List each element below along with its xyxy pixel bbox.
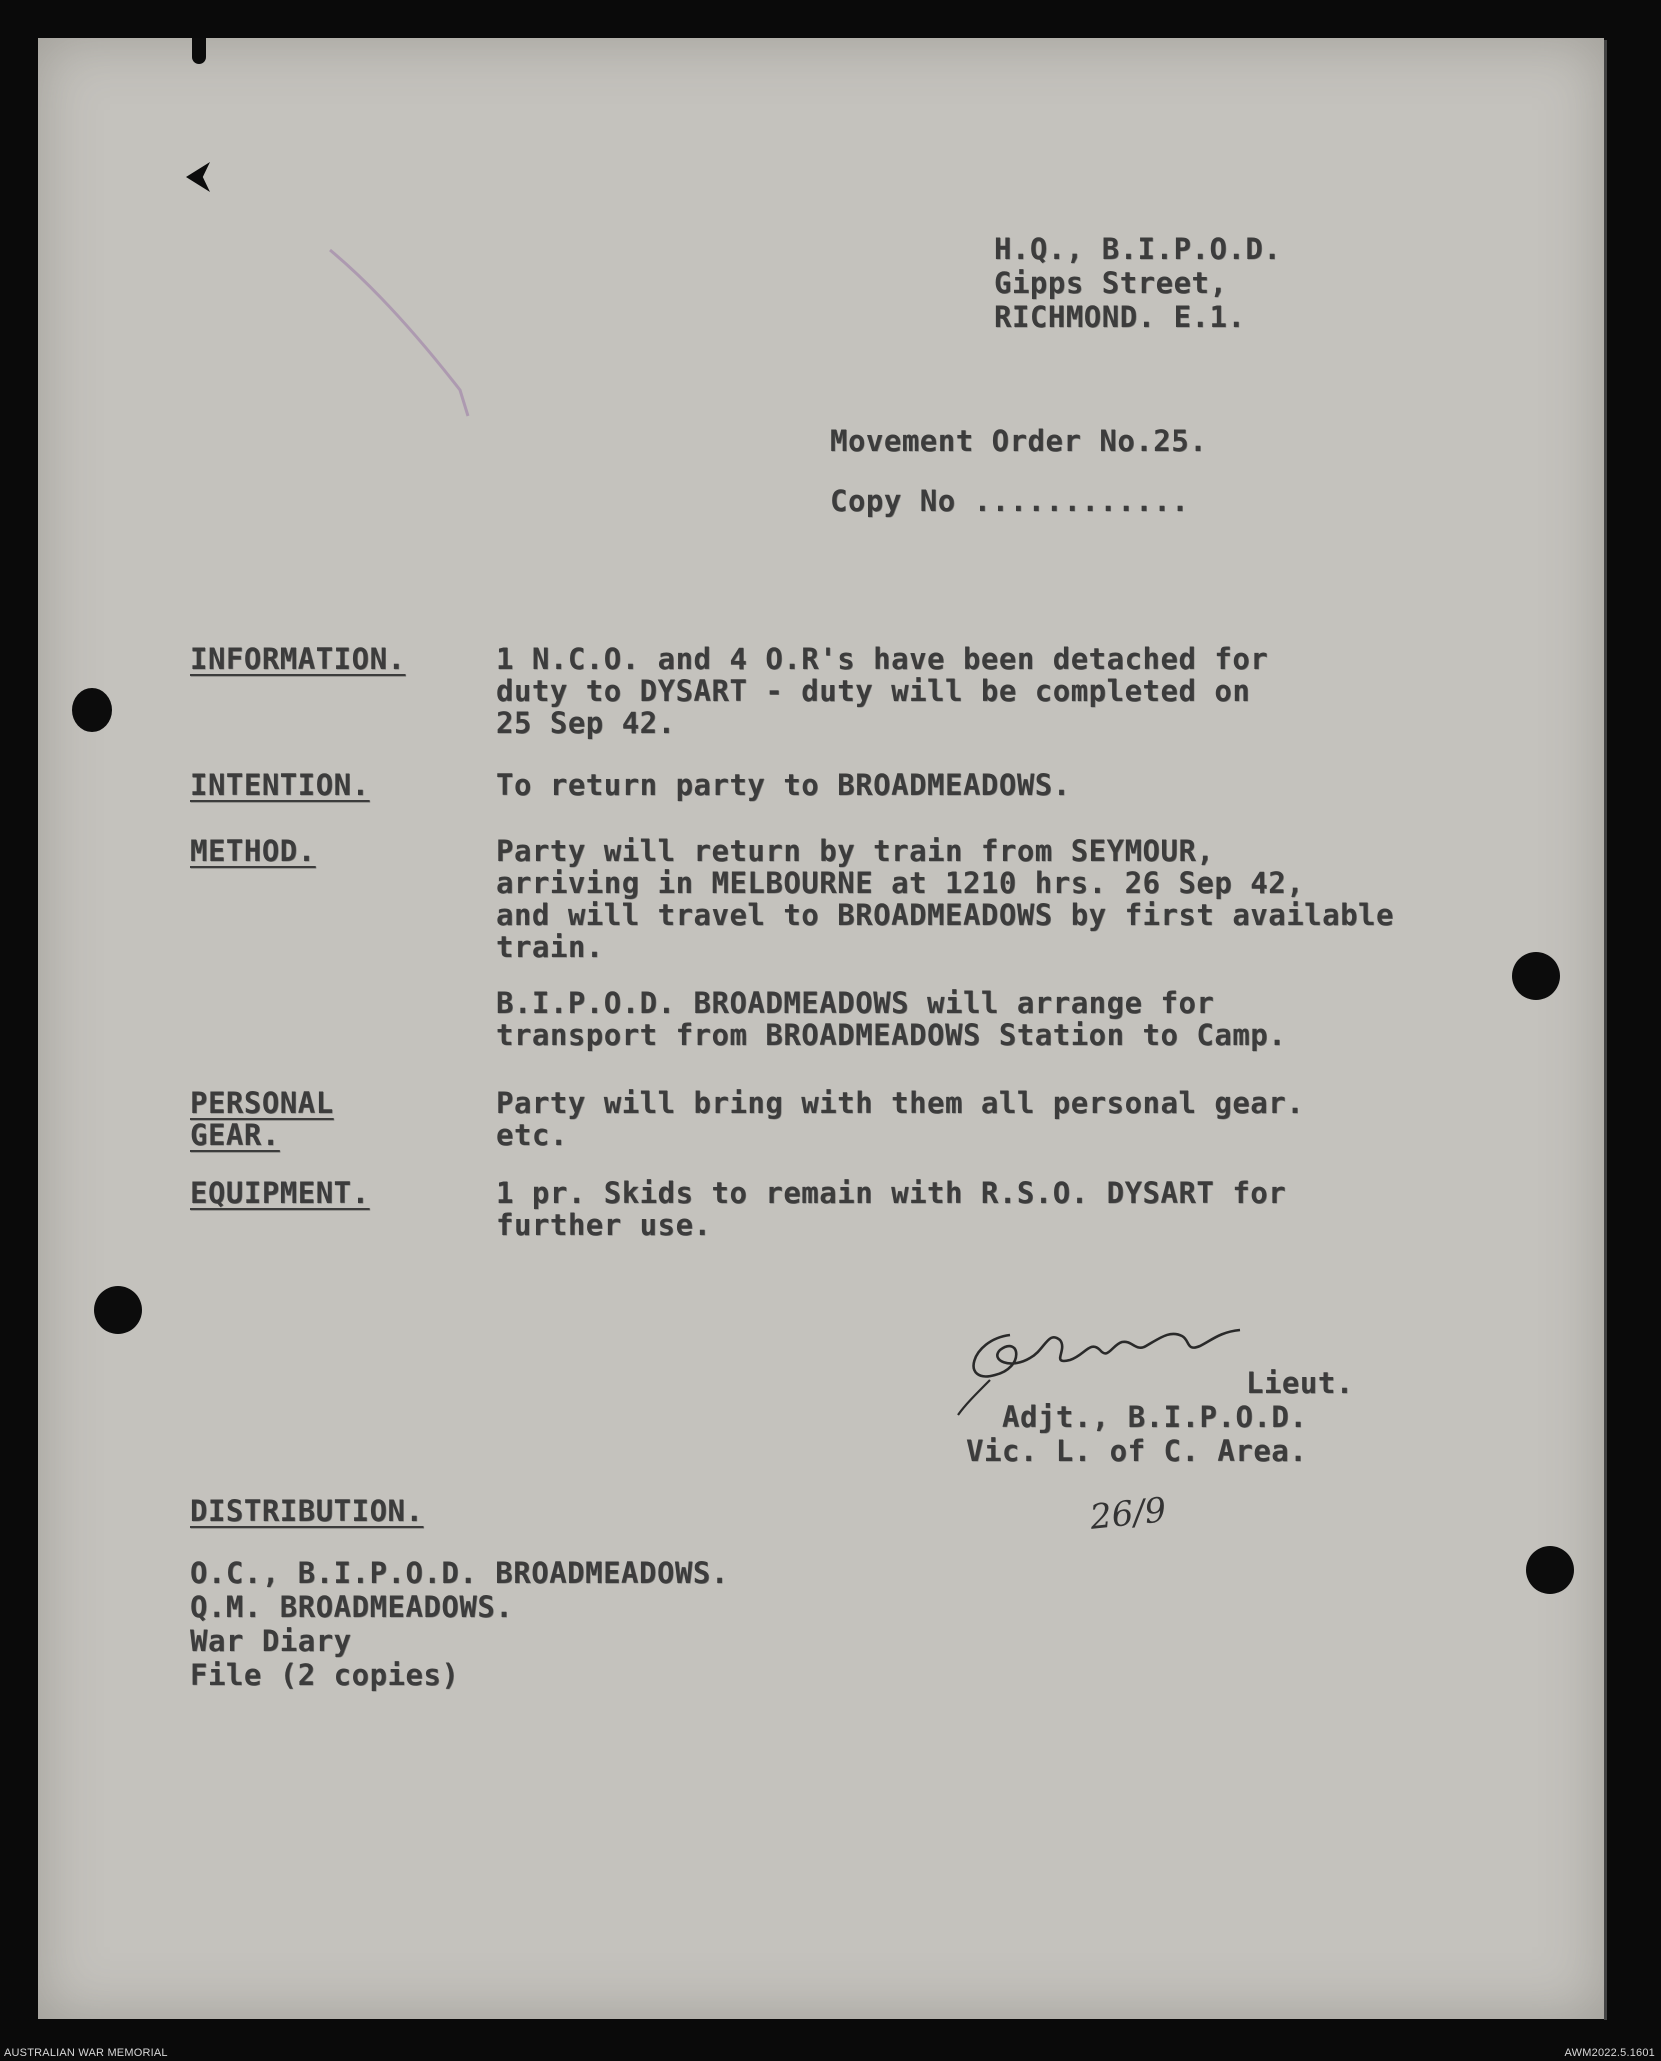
distribution-item: Q.M. BROADMEADOWS. xyxy=(190,1590,514,1624)
section-body-line: etc. xyxy=(496,1118,568,1152)
section-body-line: and will travel to BROADMEADOWS by first available xyxy=(496,898,1394,932)
address-line: H.Q., B.I.P.O.D. xyxy=(994,232,1282,266)
section-heading-equipment: EQUIPMENT. xyxy=(190,1176,370,1210)
distribution-item: O.C., B.I.P.O.D. BROADMEADOWS. xyxy=(190,1556,729,1590)
section-body-line: B.I.P.O.D. BROADMEADOWS will arrange for xyxy=(496,986,1215,1020)
punch-hole xyxy=(72,688,112,732)
order-title: Movement Order No.25. xyxy=(830,424,1208,458)
footer-accession-number: AWM2022.5.1601 xyxy=(1564,2047,1655,2059)
section-heading-intention: INTENTION. xyxy=(190,768,370,802)
section-body-line: train. xyxy=(496,930,604,964)
footer-source: AUSTRALIAN WAR MEMORIAL xyxy=(4,2047,168,2059)
section-body-line: To return party to BROADMEADOWS. xyxy=(496,768,1071,802)
punch-hole xyxy=(1512,952,1560,1000)
section-body-line: 1 pr. Skids to remain with R.S.O. DYSART for xyxy=(496,1176,1287,1210)
handwritten-date: 26/9 xyxy=(1088,1490,1169,1538)
section-heading-personal-gear: GEAR. xyxy=(190,1118,280,1152)
punch-hole xyxy=(94,1286,142,1334)
ink-stain-mark xyxy=(320,240,490,430)
punch-hole xyxy=(1526,1546,1574,1594)
distribution-item: File (2 copies) xyxy=(190,1658,460,1692)
address-line: RICHMOND. E.1. xyxy=(994,300,1246,334)
section-body-line: arriving in MELBOURNE at 1210 hrs. 26 Sep 42, xyxy=(496,866,1305,900)
section-heading-information: INFORMATION. xyxy=(190,642,406,676)
section-body-line: further use. xyxy=(496,1208,712,1242)
section-body-line: Party will return by train from SEYMOUR, xyxy=(496,834,1215,868)
signature-title: Adjt., B.I.P.O.D. xyxy=(1002,1400,1308,1434)
torn-corner-mark xyxy=(192,38,206,64)
distribution-heading: DISTRIBUTION. xyxy=(190,1494,424,1528)
section-body-line: Party will bring with them all personal gear. xyxy=(496,1086,1305,1120)
section-heading-method: METHOD. xyxy=(190,834,316,868)
section-body-line: duty to DYSART - duty will be completed on xyxy=(496,674,1251,708)
address-line: Gipps Street, xyxy=(994,266,1228,300)
section-heading-personal-gear: PERSONAL xyxy=(190,1086,334,1120)
page-edge-line xyxy=(1604,40,1607,2020)
section-body-line: 25 Sep 42. xyxy=(496,706,676,740)
section-body-line: 1 N.C.O. and 4 O.R's have been detached for xyxy=(496,642,1269,676)
copy-number: Copy No ............ xyxy=(830,484,1190,518)
distribution-item: War Diary xyxy=(190,1624,352,1658)
signature-area: Vic. L. of C. Area. xyxy=(966,1434,1308,1468)
signature-rank: Lieut. xyxy=(1246,1366,1354,1400)
section-body-line: transport from BROADMEADOWS Station to Camp. xyxy=(496,1018,1287,1052)
